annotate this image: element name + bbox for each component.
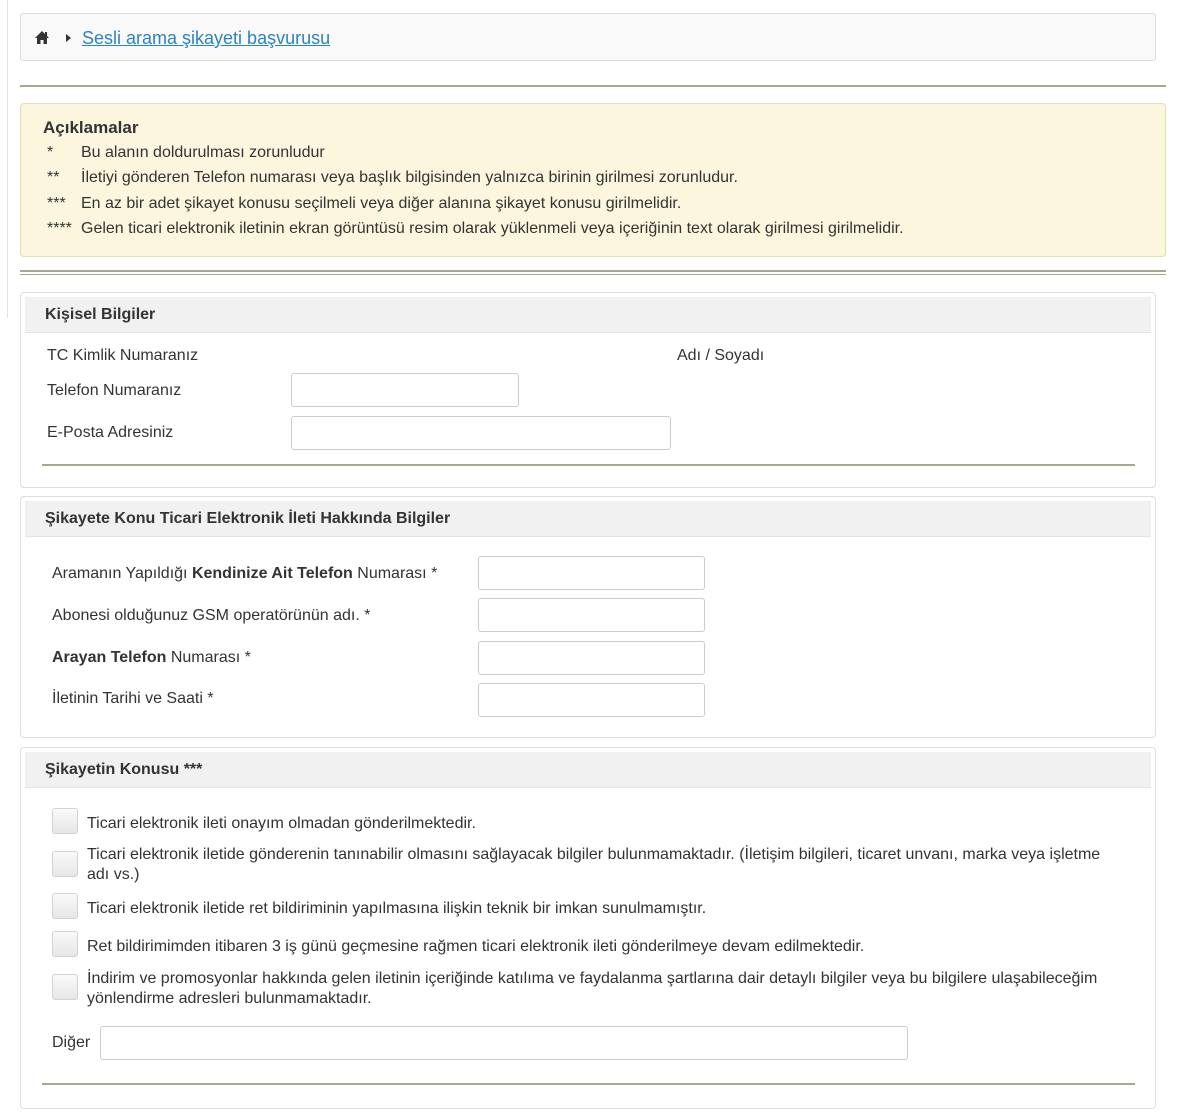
subject-checkbox-no-consent[interactable] [52,808,78,834]
note-text: En az bir adet şikayet konusu seçilmeli veya diğer alanına şikayet konusu girilmelidir. [81,195,682,212]
notes-box [20,103,1166,257]
name-label: Adı / Soyadı [677,347,765,364]
note-mark: *** [47,195,66,212]
panel-divider [42,1083,1135,1085]
subject-checkbox-promo-terms[interactable] [52,974,78,1000]
other-label: Diğer [52,1034,91,1051]
email-input[interactable] [291,416,671,450]
own-phone-input[interactable] [478,556,705,590]
subject-checkbox-continued-after-optout[interactable] [52,931,78,957]
note-mark: * [47,144,54,161]
subject-option-text: İndirim ve promosyonlar hakkında gelen iletinin içeriğinde katılıma ve faydalanma şartlarına dair detaylı bilgiler veya bu bilgilere ulaşabileceğim yönlendirme adresleri bulunmamaktadır. [87,970,1098,1007]
panel-header [25,501,1151,537]
section-divider [20,270,1166,275]
panel-title: Kişisel Bilgiler [45,306,156,323]
datetime-input[interactable] [478,683,705,717]
note-text: İletiyi gönderen Telefon numarası veya başlık bilgisinden yalnızca birinin girilmesi zorunludur. [81,169,738,186]
note-row [47,144,325,162]
note-row [47,169,738,187]
caret-right-icon [66,34,71,42]
caller-phone-label [52,649,251,667]
tc-label: TC Kimlik Numaranız [47,347,199,364]
phone-input[interactable] [291,373,519,407]
home-icon[interactable] [34,30,50,45]
caller-phone-label-bold: Arayan Telefon [52,649,167,666]
own-phone-label-bold: Kendinize Ait Telefon [191,565,353,582]
panel-title: Şikayete Konu Ticari Elektronik İleti Hakkında Bilgiler [45,510,451,527]
operator-label: Abonesi olduğunuz GSM operatörünün adı. * [52,607,371,624]
caller-phone-input[interactable] [478,641,705,675]
own-phone-label [52,565,437,583]
panel-divider [42,464,1135,466]
breadcrumb [20,13,1156,61]
note-mark: **** [47,220,72,237]
notes-title: Açıklamalar [43,118,139,137]
subject-option-text: Ticari elektronik ileti onayım olmadan gönderilmektedir. [87,815,476,832]
section-divider [20,85,1166,87]
personal-info-panel [20,292,1156,488]
subject-option-text: Ret bildirimimden itibaren 3 iş günü geçmesine rağmen ticari elektronik ileti gönderilmeye devam edilmektedir. [87,938,865,955]
subject-panel [20,747,1156,1109]
note-text: Bu alanın doldurulması zorunludur [81,144,325,161]
datetime-label: İletinin Tarihi ve Saati * [52,690,214,707]
own-phone-label-suffix: Numarası * [352,565,438,582]
subject-checkbox-no-sender-info[interactable] [52,851,78,877]
phone-label: Telefon Numaranız [47,382,182,399]
page-left-border [7,0,8,318]
note-row [47,220,904,238]
caller-phone-label-suffix: Numarası * [166,649,251,666]
subject-option-text: Ticari elektronik iletide gönderenin tanınabilir olmasını sağlayacak bilgiler bulunmamaktadır. (İletişim bilgileri, ticaret unvanı, marka veya işletme adı vs.) [87,846,1101,883]
note-text: Gelen ticari elektronik iletinin ekran görüntüsü resim olarak yüklenmeli veya içeriğinin text olarak girilmesi girilmelidir. [81,220,904,237]
panel-header [25,752,1151,788]
breadcrumb-link[interactable]: Sesli arama şikayeti başvurusu [82,28,331,48]
operator-input[interactable] [478,598,705,632]
other-input[interactable] [100,1026,908,1060]
own-phone-label-prefix: Aramanın Yapıldığı [52,565,192,582]
panel-title: Şikayetin Konusu *** [45,761,203,778]
email-label: E-Posta Adresiniz [47,424,174,441]
note-mark: ** [47,169,60,186]
panel-header [25,297,1151,333]
note-row [47,195,681,213]
subject-checkbox-no-optout[interactable] [52,893,78,919]
message-info-panel [20,496,1156,738]
subject-option-text: Ticari elektronik iletide ret bildiriminin yapılmasına ilişkin teknik bir imkan sunulmamıştır. [87,900,707,917]
